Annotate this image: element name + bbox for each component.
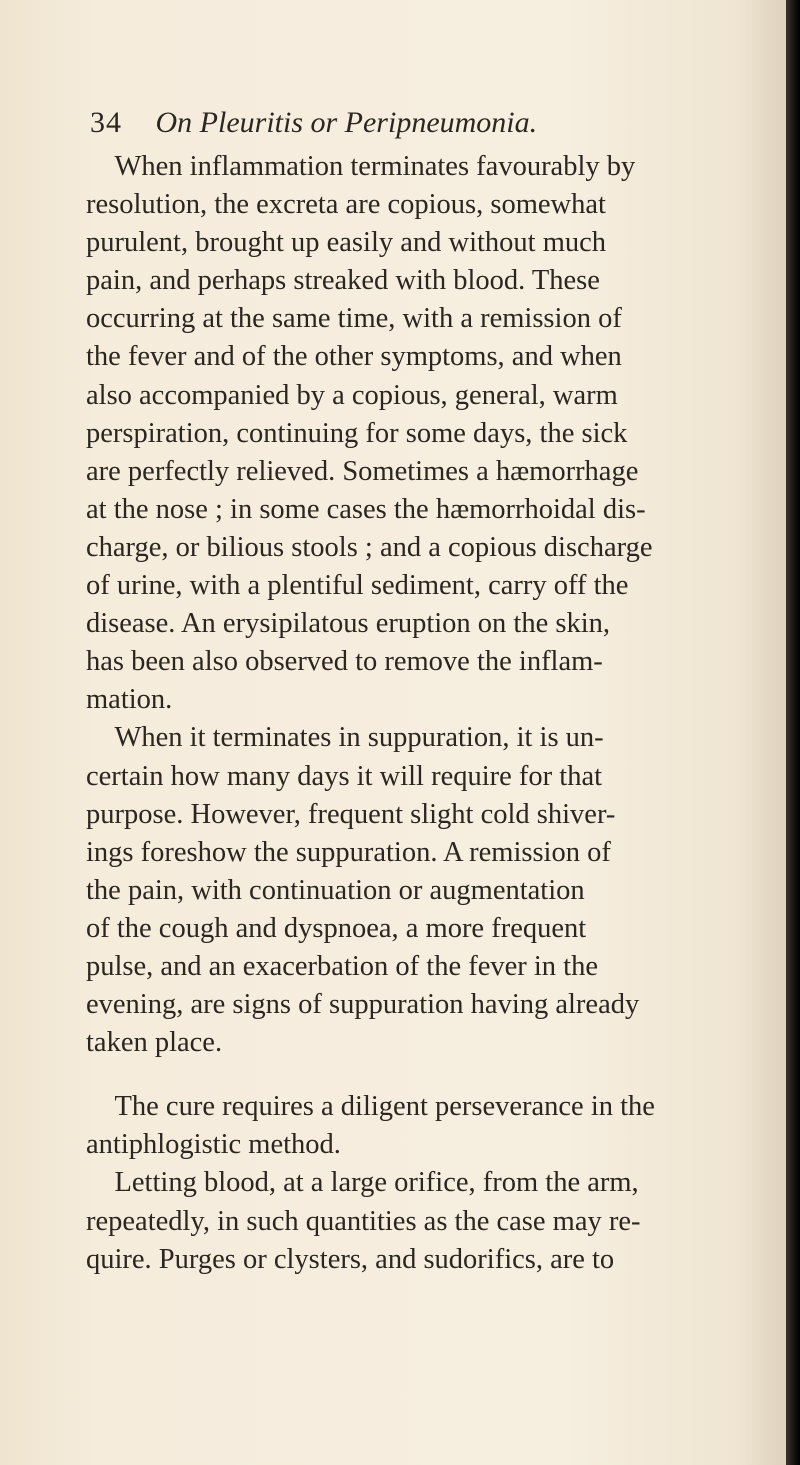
text-line: purulent, brought up easily and without much [86, 227, 607, 259]
text-line: at the nose ; in some cases the hæmorrhoidal dis- [86, 493, 646, 525]
text-line: ings foreshow the suppuration. A remission of [86, 836, 611, 868]
text-line: antiphlogistic method. [86, 1129, 341, 1161]
text-line: certain how many days it will require for that [86, 760, 603, 792]
text-line: Letting blood, at a large orifice, from the arm, [86, 1167, 639, 1199]
text-line: mation. [86, 684, 173, 716]
text-line: taken place. [86, 1027, 223, 1059]
body-text [86, 148, 776, 1279]
text-line: occurring at the same time, with a remission of [86, 303, 622, 335]
text-line: When inflammation terminates favourably by [86, 151, 636, 182]
text-line: of the cough and dyspnoea, a more frequent [86, 912, 587, 944]
text-line: are perfectly relieved. Sometimes a hæmorrhage [86, 455, 639, 487]
paragraph-suppuration [86, 719, 776, 1062]
text-line: the fever and of the other symptoms, and when [86, 341, 622, 373]
text-line: perspiration, continuing for some days, the sick [86, 417, 628, 449]
text-line: repeatedly, in such quantities as the case may re- [86, 1205, 641, 1237]
page-number: 34 [90, 106, 122, 139]
paragraph-resolution [86, 148, 776, 719]
text-line: resolution, the excreta are copious, somewhat [86, 189, 606, 221]
text-line: quire. Purges or clysters, and sudorifics, are to [86, 1243, 615, 1275]
running-title: On Pleuritis or Peripneumonia. [155, 106, 538, 139]
text-line: When it terminates in suppuration, it is un- [86, 722, 604, 754]
paragraph-cure [86, 1088, 776, 1278]
text-line: evening, are signs of suppuration having already [86, 989, 640, 1021]
running-head [90, 101, 710, 145]
page-binding-edge [786, 0, 800, 1465]
text-line: of urine, with a plentiful sediment, carry off the [86, 570, 629, 602]
text-line: disease. An erysipilatous eruption on the skin, [86, 608, 611, 640]
text-line: The cure requires a diligent perseverance in the [86, 1091, 655, 1123]
text-line: also accompanied by a copious, general, warm [86, 379, 618, 411]
text-line: pulse, and an exacerbation of the fever in the [86, 950, 598, 982]
text-line: purpose. However, frequent slight cold shiver- [86, 798, 616, 830]
text-line: charge, or bilious stools ; and a copious discharge [86, 531, 653, 563]
text-line: has been also observed to remove the inflam- [86, 646, 603, 678]
text-line: pain, and perhaps streaked with blood. These [86, 265, 600, 297]
paragraph-gap [86, 1062, 776, 1088]
text-line: the pain, with continuation or augmentation [86, 874, 585, 906]
